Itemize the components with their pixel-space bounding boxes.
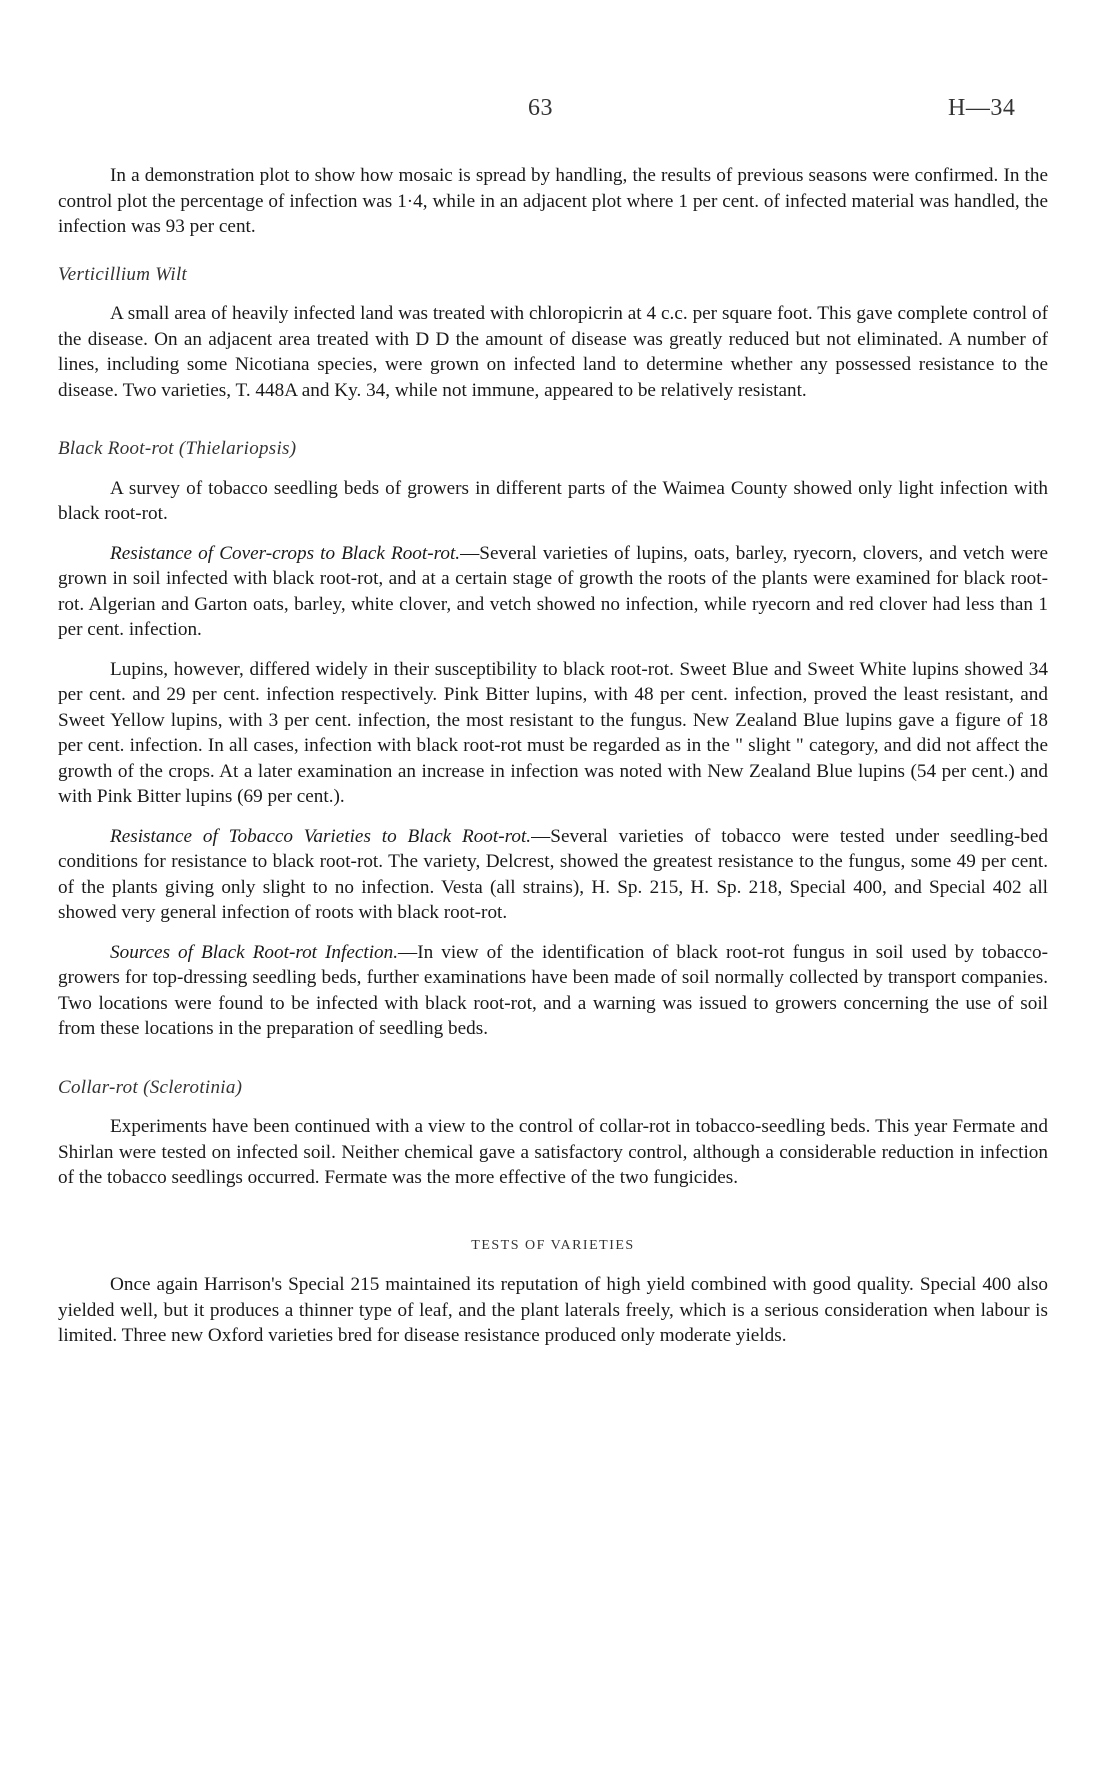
section-heading-black-root-rot: Black Root-rot (Thielariopsis): [58, 438, 297, 459]
tobacco-varieties-runin-heading: Resistance of Tobacco Varieties to Black Root-rot.: [110, 825, 532, 847]
cover-crops-text: —Several varieties of lupins, oats, barley, ryecorn, clovers, and vetch were grown in soil infected with black root-rot, and at a certain stage of growth the roots of the plants were examined for black root-rot. Algerian and Garton oats, barley, white clover, and vetch showed no infection, while ryecorn and red clover had less than 1 per cent. infection.: [58, 542, 1048, 640]
lupins-paragraph: Lupins, however, differed widely in their susceptibility to black root-rot. Sweet Blue and Sweet White lupins showed 34 per cent. and 29 per cent. infection respectively. Pink Bitter lupins, with 48 per cent. infection, proved the least resistant, and Sweet Yellow lupins, with 3 per cent. infection, the most resistant to the fungus. New Zealand Blue lupins gave a figure of 18 per cent. infection. In all cases, infection with black root-rot must be regarded as in the " slight " category, and did not affect the growth of the crops. At a later examination an increase in infection was noted with New Zealand Blue lupins (54 per cent.) and with Pink Bitter lupins (69 per cent.).: [58, 658, 1048, 807]
series-reference: H—34: [948, 95, 1016, 121]
tobacco-varieties-paragraph: [58, 824, 1048, 926]
verticillium-paragraph: A small area of heavily infected land was treated with chloropicrin at 4 c.c. per square foot. This gave complete control of the disease. On an adjacent area treated with D D the amount of disease was greatly reduced but not eliminated. A number of lines, including some Nicotiana species, were grown on infected land to determine whether any possessed resistance to the disease. Two varieties, T. 448A and Ky. 34, while not immune, appeared to be relatively resistant.: [58, 303, 1048, 401]
sources-text: —In view of the identification of black root-rot fungus in soil used by tobacco-growers for top-dressing seedling beds, further examinations have been made of soil normally collected by transport companies. Two locations were found to be infected with black root-rot, and a warning was issued to growers concerning the use of soil from these locations in the preparation of seedling beds.: [58, 941, 1048, 1039]
page-number: 63: [528, 95, 553, 121]
intro-paragraph: In a demonstration plot to show how mosaic is spread by handling, the results of previous seasons were confirmed. In the control plot the percentage of infection was 1·4, while in an adjacent plot where 1 per cent. of infected material was handled, the infection was 93 per cent.: [58, 165, 1048, 237]
survey-paragraph: A survey of tobacco seedling beds of growers in different parts of the Waimea County showed only light infection with black root-rot.: [58, 477, 1048, 524]
section-heading-verticillium: Verticillium Wilt: [58, 263, 188, 285]
section-heading-tests-of-varieties: TESTS OF VARIETIES: [471, 1237, 635, 1253]
tests-of-varieties-paragraph: Once again Harrison's Special 215 maintained its reputation of high yield combined with good quality. Special 400 also yielded well, but it produces a thinner type of leaf, and the plant laterals freely, which is a serious consideration when labour is limited. Three new Oxford varieties bred for disease resistance produced only moderate yields.: [58, 1274, 1048, 1346]
cover-crops-paragraph: [58, 541, 1048, 643]
section-heading-collar-rot: Collar-rot (Sclerotinia): [58, 1076, 243, 1098]
page-body: [58, 163, 1048, 1349]
sources-runin-heading: Sources of Black Root-rot Infection.: [110, 941, 399, 963]
tobacco-varieties-text: —Several varieties of tobacco were tested under seedling-bed conditions for resistance to black root-rot. The variety, Delcrest, showed the greatest resistance to the fungus, some 49 per cent. of the plants giving only slight to no infection. Vesta (all strains), H. Sp. 215, H. Sp. 218, Special 400, and Special 402 all showed very general infection of roots with black root-rot.: [58, 825, 1048, 923]
sources-paragraph: [58, 940, 1048, 1042]
cover-crops-runin-heading: Resistance of Cover-crops to Black Root-rot.: [110, 542, 461, 564]
collar-rot-paragraph: Experiments have been continued with a view to the control of collar-rot in tobacco-seedling beds. This year Fermate and Shirlan were tested on infected soil. Neither chemical gave a satisfactory control, although a considerable reduction in infection of the tobacco seedlings occurred. Fermate was the more effective of the two fungicides.: [58, 1116, 1048, 1188]
